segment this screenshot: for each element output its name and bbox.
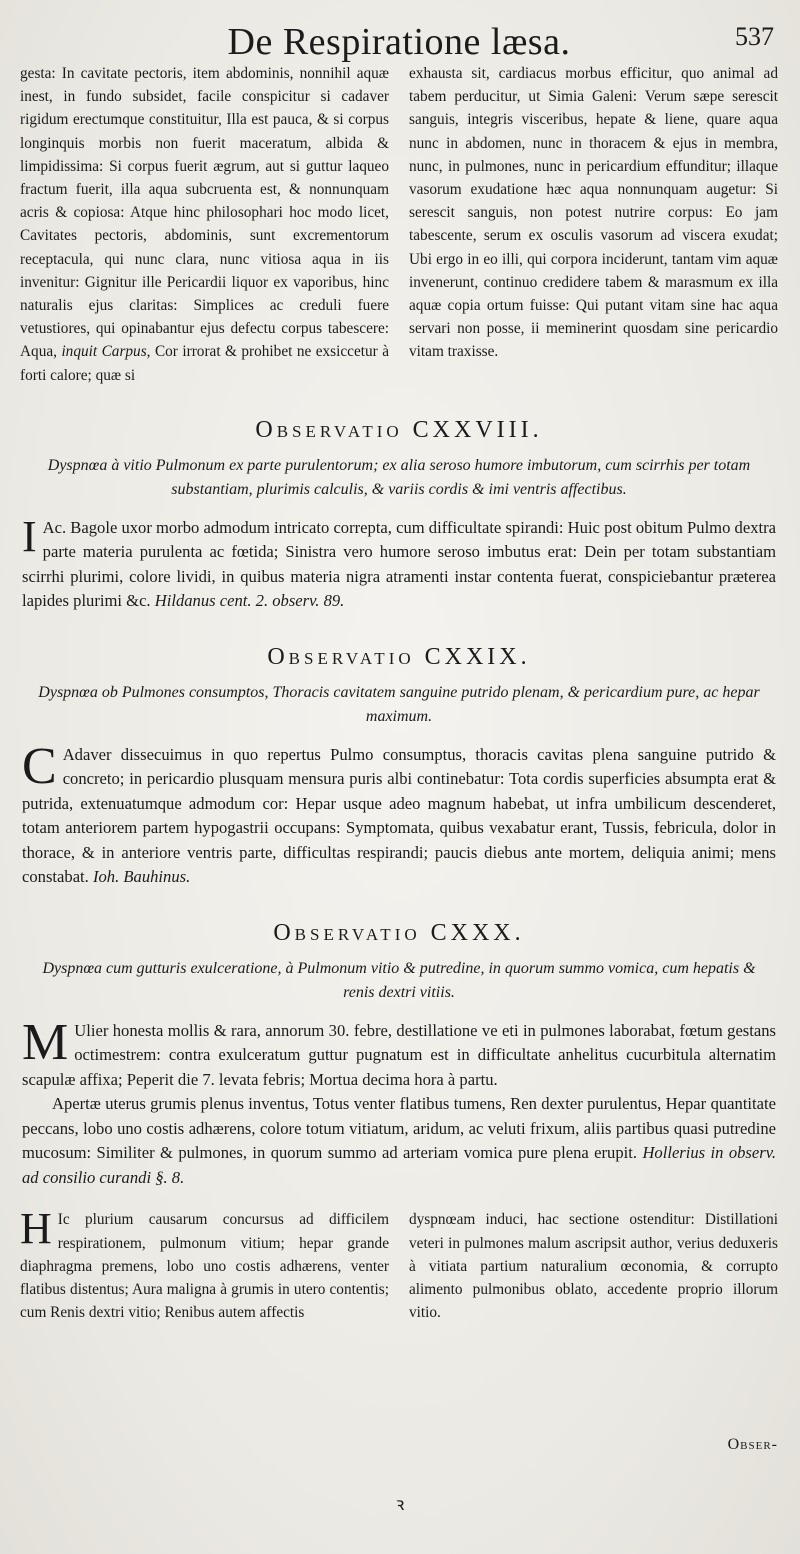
signature-mark: ꝛ	[395, 1494, 405, 1514]
bottom-two-column-text	[20, 1204, 778, 1324]
observation-body: M Ulier honesta mollis & rara, annorum 30. febre, destillatione ve eti in pulmones laborabat, fœtum gestans octimestrem: contra exulceratum guttur pugnatum est in difficultate anhelitus cucurbitula alternatim scapulæ affixa; Peperit die 7. levata febris; Mortua decima hora à partu.	[22, 1013, 776, 1089]
observation-129	[20, 644, 778, 890]
drop-cap: M	[22, 1013, 69, 1071]
left-column	[20, 62, 389, 387]
left-column	[20, 1204, 389, 1324]
running-head	[20, 14, 778, 62]
top-two-column-text	[20, 62, 778, 387]
observation-heading: Observatio CXXX.	[273, 919, 525, 946]
observation-heading: Observatio CXXVIII.	[255, 416, 543, 443]
right-column-paragraph: dyspnœam induci, hac sectione ostenditur: Distillationi veteri in pulmones malum ascripsit author, verius deduxeris à vitiata partium naturalium œconomia, & corrupto alimento pulmonibus oblato, accedente proprio illorum vitio.	[409, 1211, 778, 1322]
catchword: Obser-	[727, 1436, 778, 1453]
inline-citation: inquit Carpus	[61, 343, 147, 361]
observation-citation: Hollerius in observ. ad consilio curandi §. 8.	[22, 1143, 776, 1187]
observation-128	[20, 417, 778, 614]
drop-cap: I	[22, 511, 37, 561]
drop-cap: H	[20, 1204, 52, 1254]
right-column-paragraph: exhausta sit, cardiacus morbus efficitur, quo animal ad tabem perducitur, ut Simia Galeni: Verum sæpe serescit sanguis, integris visceribus, hepate & liene, quare aqua nunc in abdomen, nunc in thoracem & ejus in membra, nunc, in pulmones, nunc in pericardium effunditur; illaque vasorum exudatione hæc aqua nonnunquam augetur: Si serescit sanguis, non potest nutrire corpus: Eo jam tabescente, serum ex osculis vasorum ad viscera exudat; Ubi ergo in eo illi, qui corpora inciderunt, tantam vim aquæ invenerunt, continuo credidere tabem & marasmum ex illa aquæ copia ortum fuisse: Qui putant vitam sine hac aqua servari non posse, ii meminerint quosdam sine pericardio vitam traxisse.	[409, 65, 778, 361]
page-number: 537	[735, 22, 774, 51]
right-column	[409, 62, 778, 387]
drop-cap: C	[22, 737, 57, 795]
observation-subtitle: Dyspnœa cum gutturis exulceratione, à Pulmonum vitio & putredine, in quorum summo vomica, cum hepatis & renis dextri vitiis.	[42, 959, 756, 1001]
running-title: De Respiratione læsa.	[227, 21, 571, 63]
observation-citation: Hildanus cent. 2. observ. 89.	[154, 591, 345, 611]
observation-subtitle: Dyspnœa ob Pulmones consumptos, Thoracis cavitatem sanguine putrido plenam, & pericardium pure, ac hepar maximum.	[38, 683, 760, 725]
observation-130	[20, 920, 778, 1191]
left-column-paragraph: gesta: In cavitate pectoris, item abdominis, nonnihil aquæ inest, in fundo subsidet, facile conspicitur si cadaver rigidum erectumque constituitur, Illa est pauca, & si corpus longinquis morbis non fuerit maceratum, albida & limpidissima: Si corpus fuerit ægrum, aut si guttur laqueo fractum fuerit, illa aqua subcruenta est, & nonnunquam acris & copiosa: Atque hinc philosophari hoc modo licet, Cavitates pectoris, abdominis, sunt excrementorum receptacula, qui nunc clara, nunc vitiosa aqua in iis invenitur: Gignitur ille Pericardii liquor ex vaporibus, hinc naturalis ejus claritas: Simplices ac creduli fuere vetustiores, qui opinabantur ejus defectu corpus tabescere: Aqua, inquit Carpus, Cor irrorat & prohibet ne exsiccetur à forti calore; quæ si	[20, 65, 389, 384]
observation-body: I Ac. Bagole uxor morbo admodum intricato correpta, cum difficultate spirandi: Huic post obitum Pulmo dextra parte materia purulenta ac fœtida; Sinistra vero humore seroso imbutus erat: Dein per totam substantiam scirrhi plurimi, colore lividi, in quibus materia nigra atramenti instar contenta fuerat, conspiciebantur præterea lapides plurimi &c. Hildanus cent. 2. observ. 89.	[22, 511, 776, 611]
observation-citation: Ioh. Bauhinus.	[92, 867, 191, 887]
left-column-paragraph: H Ic plurium causarum concursus ad difficilem respirationem, pulmonum vitium; hepar grande diaphragma premens, lobo uno costis adhærens, venter flatibus distentus; Aura maligna à grumis in utero contentis; cum Renis dextri vitio; Renibus autem affectis	[20, 1204, 389, 1322]
observation-body-continued: Apertæ uterus grumis plenus inventus, Totus venter flatibus tumens, Ren dexter purulentus, Hepar quantitate peccans, lobo uno costis adhærens, colore totum vitiatum, aridum, ac veluti frixum, aliis partibus quasi putredine mucosum: Similiter & pulmones, in quorum summo ad arteriam vomica pure plena erupit. Hollerius in observ. ad consilio curandi §. 8.	[22, 1094, 776, 1187]
right-column	[409, 1208, 778, 1324]
observation-body: C Adaver dissecuimus in quo repertus Pulmo consumptus, thoracis cavitas plena sanguine putrido & concreto; in pericardio plusquam mensura puris albi continebatur: Tota cordis superficies absumpta erat & putrida, extenuatumque admodum cor: Hepar usque adeo magnum habebat, ut infra umbilicum descenderet, totam anteriorem partem hypogastrii occupans: Symptomata, quibus vexabatur erant, Tussis, febricula, dolor in thorace, & in anteriore ventris parte, difficultas respirandi; paucis diebus ante mortem, deliquia animi; mens constabat. Ioh. Bauhinus.	[22, 737, 776, 887]
observation-heading: Observatio CXXIX.	[267, 643, 531, 670]
observation-subtitle: Dyspnœa à vitio Pulmonum ex parte purulentorum; ex alia seroso humore imbutorum, cum scirrhis per totam substantiam, plurimis calculis, & variis cordis & imi ventris affectibus.	[47, 456, 751, 498]
